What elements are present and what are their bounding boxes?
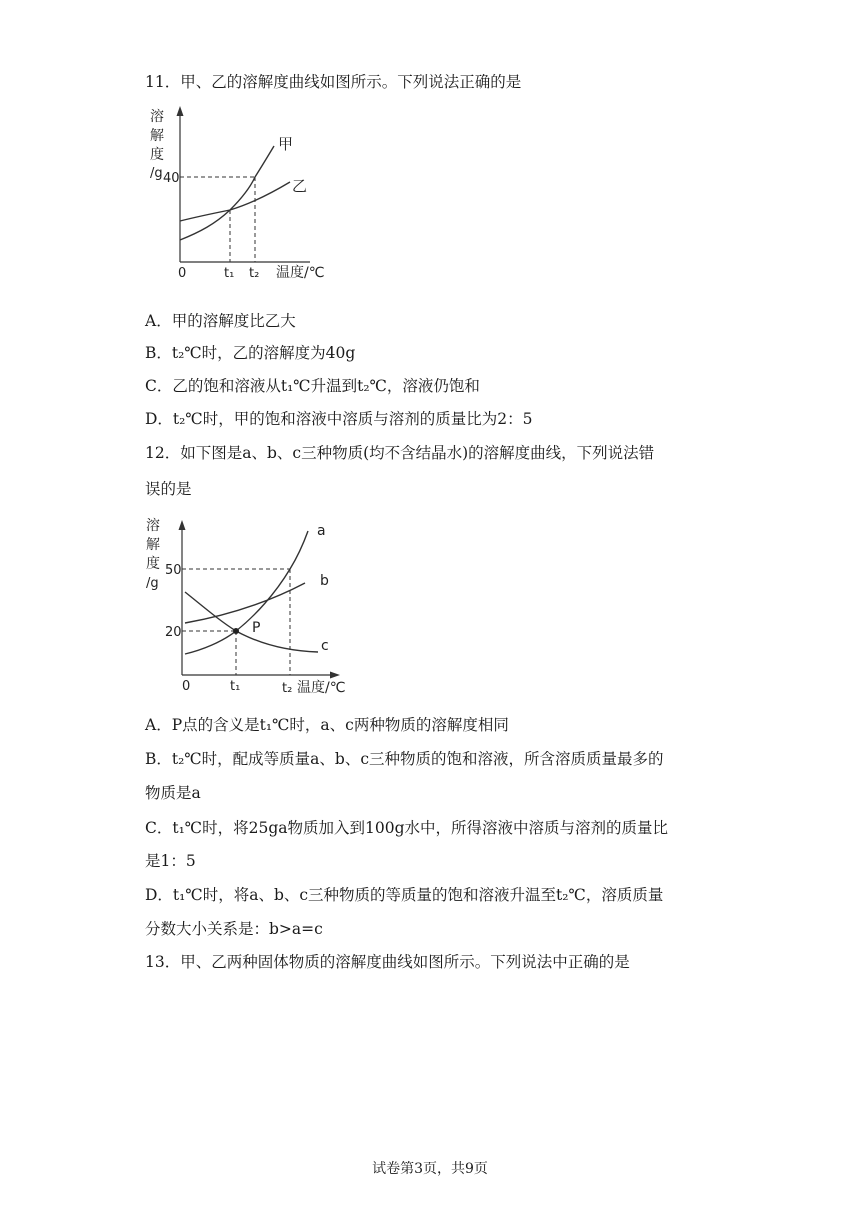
q11-stem: 11．甲、乙的溶解度曲线如图所示。下列说法正确的是 (145, 73, 522, 91)
q11-tick-t2: t₂ (249, 266, 260, 281)
q12-option-c-line1: C．t₁℃时，将25ga物质加入到100g水中，所得溶液中溶质与溶剂的质量比 (145, 819, 669, 837)
q12-solubility-figure (140, 512, 365, 702)
q11-ylabel-1: 溶 (150, 109, 164, 125)
q12-curve-b (185, 583, 305, 623)
q11-option-c: C．乙的饱和溶液从t₁℃升温到t₂℃，溶液仍饱和 (145, 377, 480, 395)
q11-tick-t1: t₁ (224, 266, 235, 281)
q12-point-p (233, 628, 239, 634)
q11-curve-jia (180, 146, 274, 240)
q12-option-c-line2: 是1：5 (145, 852, 196, 870)
q11-ylabel-4: /g (150, 166, 163, 181)
q12-stem-line2: 误的是 (145, 480, 192, 498)
q12-ylabel-1: 溶 (146, 518, 160, 534)
q11-option-a: A．甲的溶解度比乙大 (145, 312, 296, 330)
q12-x-label: 温度/℃ (297, 680, 346, 696)
q11-ylabel-3: 度 (150, 147, 164, 163)
q12-option-b-line2: 物质是a (145, 784, 201, 802)
q11-curve-label-yi: 乙 (292, 177, 308, 195)
page-footer: 试卷第3页，共9页 (372, 1161, 488, 1177)
q11-option-b: B．t₂℃时，乙的溶解度为40g (145, 344, 356, 362)
q12-curve-label-b: b (320, 573, 329, 589)
q11-ylabel-2: 解 (150, 128, 164, 144)
q12-y-value-50: 50 (165, 563, 182, 578)
q12-curve-label-a: a (317, 523, 326, 539)
q13-stem: 13．甲、乙两种固体物质的溶解度曲线如图所示。下列说法中正确的是 (145, 953, 630, 971)
q12-option-d-line2: 分数大小关系是：b>a=c (145, 920, 323, 938)
q12-stem-line1: 12．如下图是a、b、c三种物质(均不含结晶水)的溶解度曲线，下列说法错 (145, 444, 655, 462)
q12-origin: 0 (182, 679, 191, 694)
q12-option-b-line1: B．t₂℃时，配成等质量a、b、c三种物质的饱和溶液，所含溶质质量最多的 (145, 750, 664, 768)
q12-tick-t2: t₂ (282, 681, 293, 696)
q12-ylabel-2: 解 (146, 537, 160, 553)
q12-option-d-line1: D．t₁℃时，将a、b、c三种物质的等质量的饱和溶液升温至t₂℃，溶质质量 (145, 886, 664, 904)
q12-option-a: A．P点的含义是t₁℃时，a、c两种物质的溶解度相同 (145, 716, 509, 734)
q12-ylabel-3: 度 (146, 556, 160, 572)
q11-curve-yi (180, 182, 290, 221)
q12-curve-label-c: c (321, 638, 329, 654)
q12-y-value-20: 20 (165, 625, 182, 640)
q11-origin: 0 (178, 266, 187, 281)
q12-tick-t1: t₁ (230, 679, 241, 694)
q11-x-label: 温度/℃ (276, 265, 325, 281)
q11-solubility-figure (140, 100, 350, 285)
q11-option-d: D．t₂℃时，甲的饱和溶液中溶质与溶剂的质量比为2：5 (145, 410, 533, 428)
q12-point-label: P (252, 620, 261, 636)
q12-ylabel-4: /g (146, 576, 159, 591)
q11-curve-label-jia: 甲 (278, 135, 294, 153)
q11-y-value-40: 40 (163, 171, 180, 186)
